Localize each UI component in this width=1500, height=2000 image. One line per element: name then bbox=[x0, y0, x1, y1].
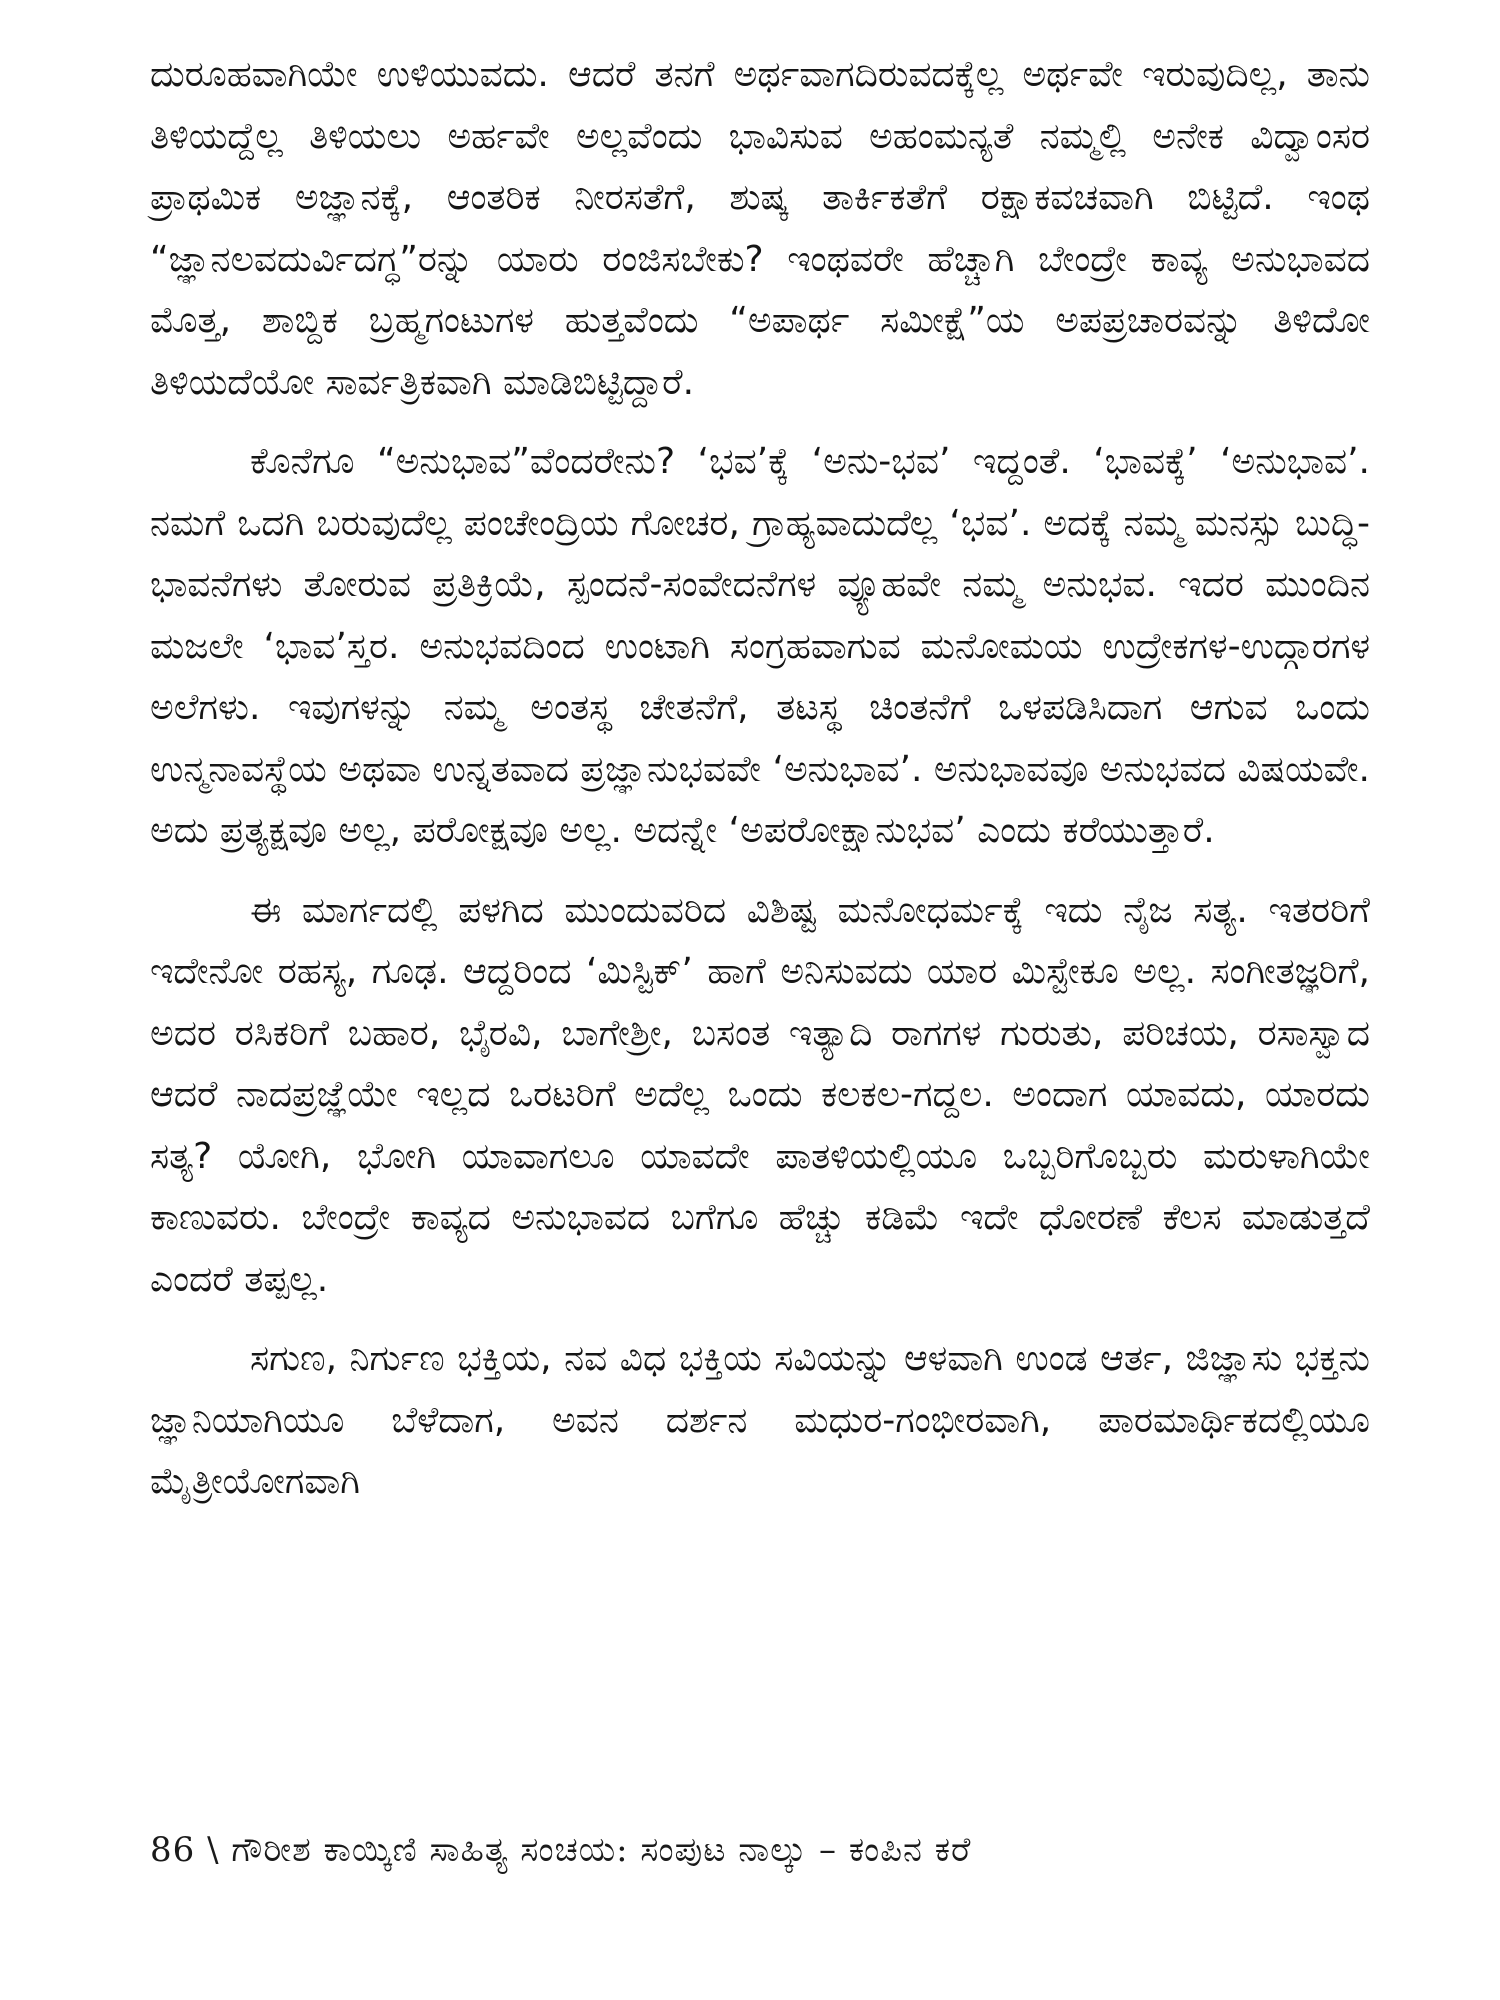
paragraph-3: ಈ ಮಾರ್ಗದಲ್ಲಿ ಪಳಗಿದ ಮುಂದುವರಿದ ವಿಶಿಷ್ಟ ಮನೋಧರ್ಮಕ್ಕೆ ಇದು ನೈಜ ಸತ್ಯ. ಇತರರಿಗೆ ಇದೇನೋ ರಹಸ್ಯ, ಗೂಢ. ಆದ್ದರಿಂದ ‘ಮಿಸ್ಟಿಕ್’ ಹಾಗೆ ಅನಿಸುವದು ಯಾರ ಮಿಸ್ಟೇಕೂ ಅಲ್ಲ. ಸಂಗೀತಜ್ಞರಿಗೆ, ಅದರ ರಸಿಕರಿಗೆ ಬಹಾರ, ಭೈರವಿ, ಬಾಗೇಶ್ರೀ, ಬಸಂತ ಇತ್ಯಾದಿ ರಾಗಗಳ ಗುರುತು, ಪರಿಚಯ, ರಸಾಸ್ವಾದ ಆದರೆ ನಾದಪ್ರಜ್ಞೆಯೇ ಇಲ್ಲದ ಒರಟರಿಗೆ ಅದೆಲ್ಲ ಒಂದು ಕಲಕಲ-ಗದ್ದಲ. ಅಂದಾಗ ಯಾವದು, ಯಾರದು ಸತ್ಯ? ಯೋಗಿ, ಭೋಗಿ ಯಾವಾಗಲೂ ಯಾವದೇ ಪಾತಳಿಯಲ್ಲಿಯೂ ಒಬ್ಬರಿಗೊಬ್ಬರು ಮರುಳಾಗಿಯೇ ಕಾಣುವರು. ಬೇಂದ್ರೇ ಕಾವ್ಯದ ಅನುಭಾವದ ಬಗೆಗೂ ಹೆಚ್ಚು ಕಡಿಮೆ ಇದೇ ಧೋರಣೆ ಕೆಲಸ ಮಾಡುತ್ತದೆ ಎಂದರೆ ತಪ್ಪಲ್ಲ. bbox=[150, 889, 1370, 1300]
paragraph-2: ಕೊನೆಗೂ “ಅನುಭಾವ”ವೆಂದರೇನು? ‘ಭವ’ಕ್ಕೆ ‘ಅನು-ಭವ’ ಇದ್ದಂತೆ. ‘ಭಾವಕ್ಕೆ’ ‘ಅನುಭಾವ’. ನಮಗೆ ಒದಗಿ ಬರುವುದೆಲ್ಲ ಪಂಚೇಂದ್ರಿಯ ಗೋಚರ, ಗ್ರಾಹ್ಯವಾದುದೆಲ್ಲ ‘ಭವ’. ಅದಕ್ಕೆ ನಮ್ಮ ಮನಸ್ಸು ಬುದ್ಧಿ-ಭಾವನೆಗಳು ತೋರುವ ಪ್ರತಿಕ್ರಿಯೆ, ಸ್ಪಂದನೆ-ಸಂವೇದನೆಗಳ ವ್ಯೂಹವೇ ನಮ್ಮ ಅನುಭವ. ಇದರ ಮುಂದಿನ ಮಜಲೇ ‘ಭಾವ’ಸ್ತರ. ಅನುಭವದಿಂದ ಉಂಟಾಗಿ ಸಂಗ್ರಹವಾಗುವ ಮನೋಮಯ ಉದ್ರೇಕಗಳ-ಉದ್ಗಾರಗಳ ಅಲೆಗಳು. ಇವುಗಳನ್ನು ನಮ್ಮ ಅಂತಸ್ಥ ಚೇತನೆಗೆ, ತಟಸ್ಥ ಚಿಂತನೆಗೆ ಒಳಪಡಿಸಿದಾಗ ಆಗುವ ಒಂದು ಉನ್ಮನಾವಸ್ಥೆಯ ಅಥವಾ ಉನ್ನತವಾದ ಪ್ರಜ್ಞಾನುಭವವೇ ‘ಅನುಭಾವ’. ಅನುಭಾವವೂ ಅನುಭವದ ವಿಷಯವೇ. ಅದು ಪ್ರತ್ಯಕ್ಷವೂ ಅಲ್ಲ, ಪರೋಕ್ಷವೂ ಅಲ್ಲ. ಅದನ್ನೇ ‘ಅಪರೋಕ್ಷಾನುಭವ’ ಎಂದು ಕರೆಯುತ್ತಾರೆ. bbox=[150, 441, 1370, 851]
paragraph-1: ದುರೂಹವಾಗಿಯೇ ಉಳಿಯುವದು. ಆದರೆ ತನಗೆ ಅರ್ಥವಾಗದಿರುವದಕ್ಕೆಲ್ಲ ಅರ್ಥವೇ ಇರುವುದಿಲ್ಲ, ತಾನು ತಿಳಿಯದ್ದೆಲ್ಲ ತಿಳಿಯಲು ಅರ್ಹವೇ ಅಲ್ಲವೆಂದು ಭಾವಿಸುವ ಅಹಂಮನ್ಯತೆ ನಮ್ಮಲ್ಲಿ ಅನೇಕ ವಿದ್ವಾಂಸರ ಪ್ರಾಥಮಿಕ ಅಜ್ಞಾನಕ್ಕೆ, ಆಂತರಿಕ ನೀರಸತೆಗೆ, ಶುಷ್ಕ ತಾರ್ಕಿಕತೆಗೆ ರಕ್ಷಾಕವಚವಾಗಿ ಬಿಟ್ಟಿದೆ. ಇಂಥ “ಜ್ಞಾನಲವದುರ್ವಿದಗ್ಧ”ರನ್ನು ಯಾರು ರಂಜಿಸಬೇಕು? ಇಂಥವರೇ ಹೆಚ್ಚಾಗಿ ಬೇಂದ್ರೇ ಕಾವ್ಯ ಅನುಭಾವದ ಮೊತ್ತ, ಶಾಬ್ದಿಕ ಬ್ರಹ್ಮಗಂಟುಗಳ ಹುತ್ತವೆಂದು “ಅಪಾರ್ಥ ಸಮೀಕ್ಷೆ”ಯ ಅಪಪ್ರಚಾರವನ್ನು ತಿಳಿದೋ ತಿಳಿಯದೆಯೋ ಸಾರ್ವತ್ರಿಕವಾಗಿ ಮಾಡಿಬಿಟ್ಟಿದ್ದಾರೆ. bbox=[150, 54, 1370, 403]
page-body bbox=[150, 44, 1370, 1531]
paragraph-4: ಸಗುಣ, ನಿರ್ಗುಣ ಭಕ್ತಿಯ, ನವ ವಿಧ ಭಕ್ತಿಯ ಸವಿಯನ್ನು ಆಳವಾಗಿ ಉಂಡ ಆರ್ತ, ಜಿಜ್ಞಾಸು ಭಕ್ತನು ಜ್ಞಾನಿಯಾಗಿಯೂ ಬೆಳೆದಾಗ, ಅವನ ದರ್ಶನ ಮಧುರ-ಗಂಭೀರವಾಗಿ, ಪಾರಮಾರ್ಥಿಕದಲ್ಲಿಯೂ ಮೈತ್ರೀಯೋಗವಾಗಿ bbox=[150, 1338, 1370, 1502]
page-footer: 86 \ ಗೌರೀಶ ಕಾಯ್ಕಿಣಿ ಸಾಹಿತ್ಯ ಸಂಚಯ: ಸಂಪುಟ ನಾಲ್ಕು – ಕಂಪಿನ ಕರೆ bbox=[150, 1830, 972, 1870]
